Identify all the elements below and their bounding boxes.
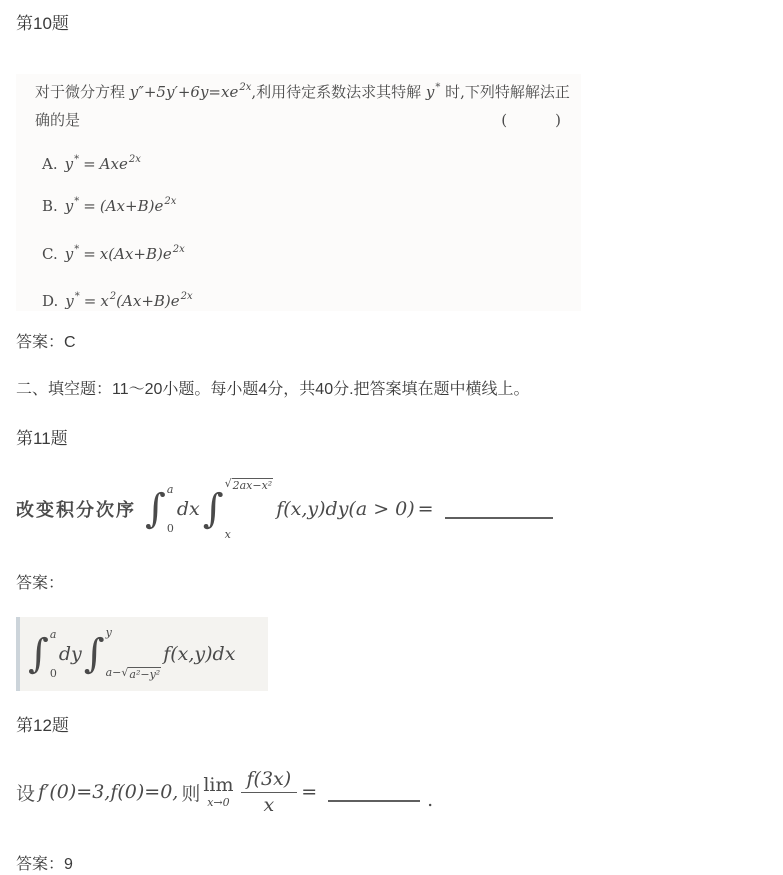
radicand: 2ax−x²	[232, 479, 273, 492]
stem-text-3: 时,下列特解解法正	[440, 83, 570, 101]
question-11-heading: 第11题	[16, 429, 68, 448]
integral-1	[145, 483, 174, 535]
period: .	[427, 789, 434, 811]
integral-2	[84, 626, 161, 682]
conditions: f′(0)=3,f(0)=0,	[38, 781, 179, 803]
option-a-body: Axe	[99, 155, 128, 173]
stem-equation: y″+5y′+6y=xe	[129, 83, 239, 101]
stem-text-1: 对于微分方程	[35, 83, 130, 101]
option-c	[16, 240, 581, 264]
option-c-lhs: y	[64, 245, 74, 263]
integral-sign: ∫	[145, 486, 166, 532]
blank-line	[328, 800, 420, 802]
question-11-formula	[16, 470, 767, 548]
answer-11-formula	[16, 617, 268, 691]
option-c-body: x(Ax+B)e	[99, 245, 172, 263]
radical-sign: √	[121, 666, 129, 680]
option-a-exp: 2x	[128, 154, 141, 165]
dy-term: dy	[58, 643, 82, 665]
option-a	[16, 150, 581, 174]
denominator: x	[263, 793, 275, 816]
answer-11-label: 答案：	[16, 575, 65, 592]
formula-prefix: 改变积分次序	[16, 500, 136, 521]
option-b-exp: 2x	[164, 196, 177, 207]
integral-1	[28, 628, 57, 680]
limit	[203, 773, 234, 810]
lim-word: lim	[203, 773, 234, 796]
stem-text-2: ,利用待定系数法求其特解	[251, 83, 426, 101]
option-b-lhs: y	[64, 197, 74, 215]
question-12-formula	[16, 760, 767, 824]
integral-sign: ∫	[28, 631, 49, 677]
option-a-lhs: y	[64, 155, 74, 173]
integral-1-lower: 0	[166, 522, 174, 535]
option-d-body: x	[100, 292, 109, 310]
option-a-label: A.	[42, 155, 58, 173]
option-b	[16, 192, 581, 216]
question-10-heading: 第10题	[16, 14, 69, 33]
option-d-lhs: y	[65, 292, 74, 310]
integral-sign: ∫	[202, 486, 224, 532]
dx-term: dx	[176, 498, 200, 520]
lower-limit-prefix: a−	[105, 666, 122, 680]
stem-y-star: *	[435, 82, 441, 93]
integrand: f(x,y)dx	[163, 643, 236, 665]
option-c-label: C.	[42, 245, 58, 263]
option-c-exp: 2x	[172, 244, 185, 255]
option-c-eq: =	[83, 245, 96, 263]
option-d-exp2: 2x	[180, 291, 193, 302]
option-d-lhs-sup: *	[74, 291, 80, 302]
question-12-heading: 第12题	[16, 716, 69, 735]
equals-sign: =	[301, 781, 318, 803]
integral-sign: ∫	[83, 631, 105, 677]
answer-parentheses: ( )	[501, 111, 567, 129]
equals-sign: =	[417, 498, 434, 520]
section-2-heading: 二、填空题：11～20小题。每小题4分，共40分.把答案填在题中横线上。	[16, 381, 530, 398]
question-10-stem-line2	[16, 106, 581, 134]
stem-equation-exponent: 2x	[239, 82, 252, 93]
option-b-body: (Ax+B)e	[99, 197, 164, 215]
integral-1-upper: a	[49, 628, 57, 641]
numerator: f(3x)	[241, 769, 298, 793]
integrand: f(x,y)dy(a > 0)	[276, 498, 415, 520]
option-d-eq: =	[83, 292, 97, 310]
answer-12: 答案：9	[16, 856, 73, 873]
option-a-eq: =	[83, 155, 96, 173]
stem-y: y	[425, 83, 435, 101]
integral-2	[203, 477, 273, 541]
question-10-image	[16, 74, 581, 311]
option-d-exp: 2	[109, 291, 117, 302]
blank-line	[445, 517, 553, 519]
radicand: a²−y²	[129, 668, 161, 682]
integral-1-upper: a	[166, 483, 174, 496]
option-b-lhs-sup: *	[74, 196, 80, 207]
integral-2-upper	[225, 477, 274, 493]
question-10-stem	[16, 74, 581, 106]
option-b-eq: =	[83, 197, 96, 215]
option-a-lhs-sup: *	[74, 154, 80, 165]
lim-subscript: x→0	[207, 796, 230, 810]
option-b-label: B.	[42, 197, 58, 215]
integral-2-upper: y	[105, 626, 112, 639]
option-c-lhs-sup: *	[74, 244, 80, 255]
integral-2-lower: x	[224, 528, 231, 541]
answer-10: 答案：C	[16, 334, 76, 351]
fraction	[241, 769, 298, 816]
stem-text-4: 确的是	[35, 111, 81, 129]
option-d-label: D.	[42, 292, 59, 310]
then-text: 则	[181, 782, 201, 805]
option-d	[16, 287, 581, 311]
integral-2-lower	[106, 666, 162, 682]
option-d-body2: (Ax+B)e	[116, 292, 180, 310]
radical-sign: √	[224, 477, 232, 490]
integral-1-lower: 0	[49, 667, 57, 680]
formula-prefix: 设	[16, 782, 36, 805]
